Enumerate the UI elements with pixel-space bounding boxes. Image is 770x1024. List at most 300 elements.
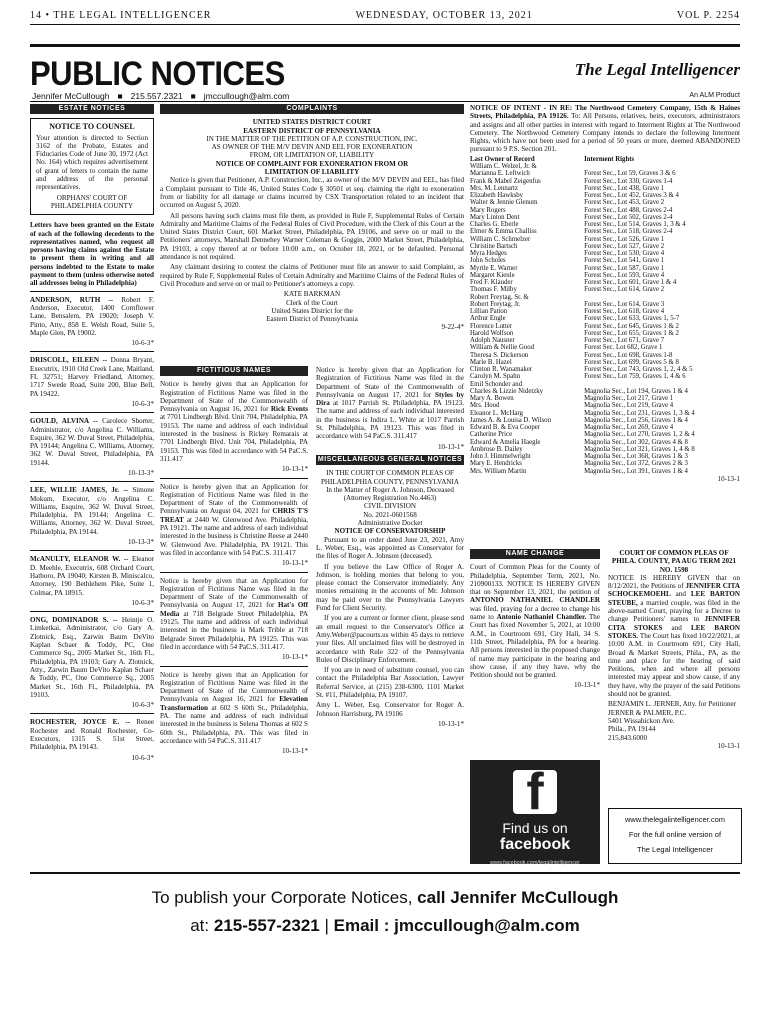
box-footer: ORPHANS' COURT OF PHILADELPHIA COUNTY	[50, 193, 134, 210]
owner-cell: Charles G. Eberle	[470, 221, 519, 229]
owner-cell: Catherine Price	[470, 431, 513, 439]
footer-line-1	[30, 888, 740, 908]
owner-cell: William C. Schmelzer	[470, 235, 531, 243]
notice-tail: 10-6-3*	[131, 399, 154, 408]
contact-name: Jennifer McCullough	[32, 91, 110, 101]
estate-notice	[30, 616, 154, 709]
rights-cell: Forest Sec., Lot 614, Grave 3	[584, 300, 665, 308]
notice-tail: 10-13-3*	[127, 538, 154, 547]
owner-cell: Robert Freytag, Jr.	[470, 300, 521, 308]
attorney-line: BENJAMIN L. JERNER, Atty. for Petitioner	[608, 700, 737, 709]
issue-date: WEDNESDAY, OCTOBER 13, 2021	[355, 10, 533, 21]
rights-cell: Forest Sec., Lot 541, Grave 1	[584, 257, 665, 265]
business-name: Rick Events	[270, 405, 308, 414]
heading-line: No. 2021-0601568	[363, 510, 417, 519]
footer-separator: |	[324, 916, 329, 935]
complaints-section	[160, 104, 464, 332]
estate-list	[30, 296, 154, 762]
misc-paragraph: If you are a current or former client, please send an email request to the Conservator's Office at Amy.Weber@pacourts.us within 45 days to retrieve your files. All unclaimed files will be destroyed in accordance with Rule 322 of the Pennsylvania Rules of Disciplinary Enforcement.	[316, 614, 464, 664]
owner-cell: Robert Freytag, Sr. &	[470, 293, 529, 301]
divider	[30, 291, 154, 292]
footer-text: To publish your Corporate Notices,	[151, 888, 413, 907]
owner-cell: Myra Hedges	[470, 250, 507, 258]
alm-product-label: An ALM Product	[689, 92, 740, 99]
owner-cell: Emil Schonder and	[470, 380, 523, 388]
petitioner-name: JENNIFER CITA SCHOCKEMOEHL	[608, 582, 740, 599]
estate-intro: Letters have been granted on the Estate of each of the following decedents to the representatives named, who request all persons having claims against the Estate to present them in writing and all persons indebted to the Estate to make payment to them (unless otherwise noted all addresses being in Philadelphia)	[30, 221, 154, 288]
online-text: For the full online version of	[628, 830, 722, 839]
table-row	[470, 243, 740, 250]
fictitious-notice	[160, 577, 308, 662]
notice-text: at 1017 Parrish St. Philadelphia, PA 19123. The name and address of each individual interested in the business is Indira L. White at 1017 Parrish St. Philadelphia, PA 19123. This was filed in accordance with 54 PaC.S. 311.417	[316, 399, 464, 441]
divider	[30, 351, 154, 352]
owner-cell: Harold Wolfson	[470, 329, 514, 337]
table-row	[470, 439, 740, 446]
notice-body	[160, 483, 308, 558]
owner-cell: Florence Lutter	[470, 322, 513, 330]
table-row	[470, 373, 740, 380]
table-row	[470, 221, 740, 228]
footer-contact: call Jennifer McCullough	[417, 888, 619, 907]
table-row	[470, 279, 740, 286]
fictitious-notice	[160, 671, 308, 756]
section-header: NAME CHANGE	[470, 549, 600, 559]
rights-cell: Forest Sec., Lot 453, Grave 2	[584, 199, 665, 207]
rights-cell: Forest Sec., Lot 759, Graves 1, 4 & 6	[584, 373, 686, 381]
owner-cell: James A. & Louisa D. Wilson	[470, 416, 551, 424]
rights-cell: Forest Sec., Lot 614, Grave 2	[584, 286, 665, 294]
rights-cell: Magnolia Sec., Lot 256, Graves 1 & 4	[584, 416, 688, 424]
table-row	[470, 286, 740, 293]
rights-cell: Forest Sec. Lot 682, Grave 1	[584, 344, 663, 352]
notice-tail: 10-13-1*	[281, 465, 308, 474]
table-row	[470, 192, 740, 199]
owner-cell: Theresa S. Dickerson	[470, 351, 529, 359]
owner-cell: Mary Rogers	[470, 206, 506, 214]
owner-cell: Frank & Mabel Zeigenfus	[470, 177, 541, 185]
court-heading: COURT OF COMMON PLEAS OF PHILA. COUNTY, PA AUG TERM 2021 NO. 1598	[611, 549, 737, 574]
footer-text: at:	[190, 916, 210, 935]
section-header: COMPLAINTS	[160, 104, 464, 114]
complaint-paragraph: Any claimant desiring to contest the claims of Petitioner must file an answer to said Complaint, as required by Rule F, Supplemental Rules of Certain Admiralty and Maritime Claims of the Federal Rules of Civil Procedure and serve on or mail to Petitioner's attorneys a copy.	[160, 263, 464, 288]
owner-cell: Adolph Nausner	[470, 337, 515, 345]
notice-tail: 10-13-1*	[573, 681, 600, 690]
fictitious-names-column	[160, 366, 308, 759]
rights-cell: Forest Sec., Lot 645, Graves 1 & 2	[584, 322, 679, 330]
notice-text: at 7701 Lindbergh Blvd. Unit 704, Philadelphia, PA 19153. The name and address of each individual interested in the business is Rickey Remarais at 7701 Lindbergh Blvd. Unit 704, Philadelphia, PA 19153. This was filed in accordance with 54 PaC.S. 311.417	[160, 413, 308, 463]
table-row	[470, 337, 740, 344]
divider	[160, 666, 308, 667]
estate-notice	[30, 555, 154, 607]
rights-cell: Forest Sec., Lot 452, Graves 3 & 4	[584, 192, 679, 200]
owner-cell: Ambrose B. Dailey	[470, 445, 523, 453]
name-change-column-right	[608, 549, 740, 750]
notice-text: at 2440 W. Glenwood Ave. Philadelphia, PA 19121. The name and address of each individual interested in the business is Christine Reese at 2440 W. Glenwood Ave. Philadelphia, PA 19121. This was filed in accordance with 54 PaC.S. 311.417	[160, 515, 308, 557]
decedent-name: ANDERSON, RUTH --	[30, 295, 114, 304]
notice-tail: 10-13-1*	[281, 747, 308, 756]
heading-line: EASTERN DISTRICT OF PENNSYLVANIA	[243, 126, 381, 135]
heading-line: CIVIL DIVISION	[364, 502, 416, 511]
complaint-signature	[160, 290, 464, 323]
notice-tail: 10-6-3*	[131, 598, 154, 607]
notice-tail: 10-6-3*	[131, 339, 154, 348]
owner-cell: Lillian Patton	[470, 308, 508, 316]
rights-cell	[584, 381, 740, 388]
page-label: 14 • THE LEGAL INTELLIGENCER	[30, 10, 212, 21]
notice-of-intent	[470, 104, 740, 483]
owner-cell: Myrtle E. Warner	[470, 264, 518, 272]
rights-cell: Magnolia Sec., Lot 321, Graves 1, 4 & 8	[584, 445, 695, 453]
owner-cell: Mary A. Bowen	[470, 395, 514, 403]
table-row	[470, 352, 740, 359]
estate-notice	[30, 296, 154, 348]
table-row	[470, 301, 740, 308]
bullet-icon: ■	[117, 91, 123, 101]
misc-paragraph: If you are in need of substitute counsel, you can contact the Philadelphia Bar Association, Lawyer Referral Service, at (215) 238-6300, 1101 Market St. #11, Philadelphia, PA 19107.	[316, 666, 464, 699]
divider	[30, 550, 154, 551]
table-row	[470, 381, 740, 388]
decedent-name: DRISCOLL, EILEEN --	[30, 356, 108, 365]
table-row	[470, 388, 740, 395]
heading-line: In the Matter of Roger A. Johnson, Deceased	[326, 485, 454, 494]
interment-table	[470, 156, 740, 475]
estate-notice	[30, 356, 154, 408]
heading-line: LIMITATION OF LIABILITY	[264, 168, 360, 177]
estate-text	[30, 486, 154, 536]
rights-cell: Magnolia Sec., Lot 270, Graves 1, 2 & 4	[584, 431, 695, 439]
facebook-cta: Find us on	[502, 820, 568, 836]
table-row	[470, 453, 740, 460]
heading-line: IN THE COURT OF COMMON PLEAS OF PHILADELPHIA COUNTY, PENNSYLVANIA	[320, 469, 459, 486]
rights-cell	[584, 163, 740, 170]
notice-tail: 10-13-1*	[281, 653, 308, 662]
section-header: FICTITIOUS NAMES	[160, 366, 308, 376]
rights-cell: Forest Sec., Lot 743, Graves 1, 2, 4 & 5	[584, 366, 693, 374]
signature-line: Eastern District of Pennsylvania	[266, 315, 358, 324]
owner-cell: William & Nellie Good	[470, 344, 535, 352]
rights-cell: Forest Sec., Lot 601, Grave 1 & 4	[584, 279, 677, 287]
attorney-block	[608, 700, 740, 741]
rights-cell: Forest Sec., Lot 488, Graves 2-4	[584, 206, 673, 214]
table-row	[470, 446, 740, 453]
rights-cell: Forest Sec., Lot 438, Grave 1	[584, 184, 665, 192]
owner-cell: Clinton R. Wanamaker	[470, 366, 533, 374]
heading-line: FROM, OR LIMITATION OF, LIABILITY	[249, 151, 375, 160]
owner-cell: Charles & Lizzie Nidetzky	[470, 387, 544, 395]
notice-tail: 9-22-4*	[441, 323, 464, 332]
petitioner-name: ANTONIO NATHANIEL CHANDLER	[470, 596, 600, 605]
table-row	[470, 257, 740, 264]
website-url[interactable]: www.thelegalintelligencer.com	[624, 815, 726, 824]
rights-cell: Forest Sec., Lot 593, Grave 4	[584, 271, 665, 279]
owner-cell: Mary Linton Dent	[470, 213, 520, 221]
table-row	[470, 395, 740, 402]
table-row	[470, 207, 740, 214]
decedent-name: ROCHESTER, JOYCE E. --	[30, 718, 131, 727]
table-row	[470, 460, 740, 467]
rights-cell: Forest Sec., Lot 699, Graves 5 & 8	[584, 358, 679, 366]
table-row	[470, 410, 740, 417]
rights-cell: Forest Sec., Lot 514, Graves 1, 3 & 4	[584, 221, 686, 229]
rights-cell: Forest Sec., Lot 587, Grave 1	[584, 264, 665, 272]
business-name: Styles by Dira	[316, 390, 464, 408]
publication-logo: The Legal Intelligencer	[574, 60, 740, 79]
heading-line: Administrative Docket	[357, 519, 423, 528]
owner-cell: Christine Bartsch	[470, 242, 518, 250]
table-row	[470, 315, 740, 322]
section-header: ESTATE NOTICES	[30, 104, 154, 114]
owner-cell: Elizabeth Hawksby	[470, 192, 524, 200]
estate-details: Donna Bryant, Executrix, 1910 Old Creek Lane, Maitland, FL 32751; Harvey Friedland, Attorney, 1717 Swede Road, Suite 200, Blue Bell, PA 19422.	[30, 356, 154, 398]
divider	[160, 572, 308, 573]
rights-cell	[584, 294, 740, 301]
owner-cell: Mrs. M. Lennartz	[470, 184, 518, 192]
notice-text: a married couple, was filed in the above-named Court, praying for a Decree to change Petitioners' names to	[608, 598, 740, 624]
rights-cell: Forest Sec., Lot 633, Graves 1, 5-7	[584, 315, 680, 323]
notice-body	[160, 577, 308, 652]
intent-lead: NOTICE OF INTENT - IN RE: The Northwood Cemetery Company, 15th & Haines Streets, Philadelphia, PA 19126.	[470, 104, 740, 121]
contact-email[interactable]: jmccullough@alm.com	[203, 91, 290, 101]
table-row	[470, 272, 740, 279]
complaint-paragraph: All persons having such claims must file them, as provided in Rule F, Supplemental Rules of Certain Admiralty and Maritime Claims of the Federal Rules of Civil Procedure, with the Clerk of this Court at the United States District Court, 601 Market Street, Philadelphia, PA 19106, and serve on or mail to the Petitioners' attorneys, Marshall Dennehey Warner Coleman & Goggin, 2000 Market Street, Philadelphia, PA 19103, a copy thereof at or before 10:00 a.m., on October 18, 2021, or be defaulted. Personal attendance is not required.	[160, 211, 464, 262]
fictitious-notice	[160, 483, 308, 568]
owner-cell: Marie B. Hazel	[470, 358, 512, 366]
owner-cell: Fred F. Klauder	[470, 279, 513, 287]
table-row	[470, 402, 740, 409]
new-name: LEE BARON STOKES.	[608, 623, 741, 640]
banner-rule	[30, 44, 740, 47]
misc-heading	[316, 469, 464, 527]
owner-cell: Mrs. William Martin	[470, 467, 527, 475]
estate-text	[30, 417, 154, 467]
table-row	[470, 330, 740, 337]
owner-cell: Mrs. Hood	[470, 402, 500, 410]
notice-text: at 718 Belgrade Street Philadelphia, PA 19125. The name and address of each individual interested in the business is Mark Trible at 718 Belgrade Street Philadelphia, PA 19125. This was filed in accordance with 54 PaC.S. 311.417.	[160, 609, 308, 651]
rights-cell: Forest Sec., Lot 530, Grave 4	[584, 250, 665, 258]
table-row	[470, 344, 740, 351]
decedent-name: LEE, WILLIE JAMES, Jr. --	[30, 486, 129, 495]
notice-text: The Court has fixed November 5, 2021, at 10:00 A.M., in Courtroom 691, City Hall, 34 S. 11th Street, Philadelphia, PA for a hearing. All persons interested in the proposed change of name may participate in the hearing and show cause, if any they have, why the Petition should not be granted.	[470, 613, 600, 680]
owner-cell: Carolyn M. Spahn	[470, 373, 521, 381]
rights-cell: Forest Sec., Lot 618, Grave 4	[584, 308, 665, 316]
business-name: Elevation Transformation	[160, 695, 308, 712]
estate-details: Carolece Shorter, Administrator, c/o Angelina C. Williams, Esquire, 362 W. Duval Street, Philadelphia, PA 19144; Angelina C. Williams, Attorney, 362 W. Duval Street, Philadelphia, PA 19144.	[30, 417, 154, 467]
footer-line-2	[30, 916, 740, 936]
fictitious-notice	[316, 366, 464, 451]
rights-cell: Forest Sec., Lot 518, Graves 2-4	[584, 228, 673, 236]
notice-to-counsel-box	[30, 118, 154, 215]
notice-tail: 10-6-3*	[131, 753, 154, 762]
owner-cell: Elmer & Emma Challiss	[470, 228, 537, 236]
table-row	[470, 417, 740, 424]
notice-tail: 10-13-3*	[127, 468, 154, 477]
estate-details: Heintje O. Limketkai, Administrator, c/o Gary A. Zlotnick, Esq., Zarwin Baum DeVito Kaplan Schaer & Toddy, PC, One Commerce Sq., 2005 Market St., 16th Fl., Philadelphia, PA 19103; Gary A. Zlotnick, Atty., Zarwin Baum DeVito Kaplan Schaer & Toddy, PC, One Commerce Sq., 2005 Market St., 16th Fl., Philadelphia, PA 19103.	[30, 616, 154, 699]
heading-line: (Attorney Registration No.4463)	[343, 494, 437, 503]
heading-line: NOTICE OF COMPLAINT FOR EXONERATION FROM OR	[215, 159, 409, 168]
owner-cell: Edward B. & Eva Cooper	[470, 424, 541, 432]
footer-text: Email :	[333, 916, 390, 935]
notice-text: Court of Common Pleas for the County of Philadelphia, September Term, 2021, No. 210900133. NOTICE IS HEREBY GIVEN that on September 13, 2021, the petition of	[470, 563, 600, 597]
page-title: PUBLIC NOTICES	[30, 54, 285, 93]
owner-cell: Eleanor L. McHarg	[470, 409, 523, 417]
footer-email[interactable]: jmccullough@alm.com	[394, 916, 580, 935]
heading-line: AS OWNER OF THE M/V DEVIN AND EEL FOR EXONERATION	[211, 143, 413, 152]
footer-phone[interactable]: 215-557-2321	[213, 916, 320, 935]
contact-phone: 215.557.2321	[130, 91, 183, 101]
estate-text	[30, 616, 154, 699]
owner-cell: William C. Welzel, Jr. &	[470, 163, 537, 171]
rights-cell: Forest Sec., Lot 527, Grave 2	[584, 242, 665, 250]
table-row	[470, 468, 740, 475]
attorney-line: 5401 Wissahickon Ave.	[608, 716, 675, 725]
new-name: Antonio Nathaniel Chandler.	[496, 613, 587, 622]
table-row	[470, 163, 740, 170]
signature-line: Clerk of the Court	[286, 298, 338, 307]
bullet-icon: ■	[190, 91, 196, 101]
petitioner-name: LEE BARTON STEUBE,	[608, 590, 740, 607]
estate-notice	[30, 718, 154, 761]
notice-text: Notice is hereby given that an Application for Registration of Fictitious Name was filed in the Department of State of the Commonwealth of Pennsylvania on August 17, 2021 for	[160, 576, 308, 610]
notice-body	[160, 380, 308, 463]
attorney-line: Phila., PA 19144	[608, 725, 656, 734]
table-row	[470, 431, 740, 438]
estate-notices-column	[30, 104, 154, 766]
owner-cell: Marianna E. Leftwich	[470, 170, 530, 178]
rights-cell: Magnolia Sec., Lot 194, Graves 1 & 4	[584, 387, 688, 395]
estate-details: Eleanor D. Meehle, Executrix, 608 Orchard Court, Hatboro, PA 19040; Kirsten B. Miniscalco, Attorney, 190 Bethlehem Pike, Suite 1, Colmar, PA 18915.	[30, 555, 155, 597]
facebook-url[interactable]: www.facebook.com/legalintelligencer	[490, 860, 580, 866]
running-head	[30, 10, 740, 21]
notice-text: was filed, praying for a decree to change his name to	[470, 604, 600, 622]
estate-details: Renee Rochester and Ronald Rochester, Co-Executors, 1315 S. 51st Street, Philadelphia, PA 19143.	[30, 718, 154, 752]
owner-cell: Thomas F. Milby	[470, 286, 517, 294]
business-name: CHRIS T'S TREAT	[160, 507, 308, 524]
table-row	[470, 228, 740, 235]
signature-line: United States District for the	[271, 306, 353, 315]
rights-cell: Magnolia Sec., Lot 372, Graves 2 & 3	[584, 460, 688, 468]
divider	[30, 481, 154, 482]
decedent-name: McANULTY, ELEANOR W. --	[30, 555, 129, 564]
rights-cell: Magnolia Sec., Lot 217, Grave 1	[584, 395, 674, 403]
owner-cell: John Scholes	[470, 257, 506, 265]
notice-tail: 10-13-1*	[437, 719, 464, 728]
table-row	[470, 323, 740, 330]
heading-line: UNITED STATES DISTRICT COURT	[252, 118, 372, 127]
new-name: JENNIFER CITA STOKES	[608, 615, 740, 632]
rights-cell: Magnolia Sec., Lot 391, Graves 1 & 4	[584, 467, 688, 475]
table-row	[470, 308, 740, 315]
misc-signature: Amy L. Weber, Esq. Conservator for Roger A. Johnson Harrisburg, PA 19106	[316, 701, 464, 718]
estate-text	[30, 356, 154, 397]
notice-text: Notice is hereby given that an Application for Registration of Fictitious Name was filed in the Department of State of the Commonwealth of Pennsylvania on August 17, 2021 for	[316, 366, 464, 399]
rights-cell: Forest Sec., Lot 671, Grave 7	[584, 337, 665, 345]
notice-text: and	[671, 623, 682, 632]
rights-cell: Forest Sec., Lot 59, Graves 3 & 6	[584, 170, 676, 178]
owner-cell: John J. Himmelwright	[470, 453, 531, 461]
estate-details: Robert F. Anderson, Executor, 1400 Cornflower Lane, Bensalem, PA 19020; Joseph V. Pinto, Atty., 858 E. Welsh Road, Suite 5, Maple Glen, PA 19002.	[30, 295, 154, 337]
box-text: Your attention is directed to Section 3162 of the Probate, Estates and Fiduciaries Code of June 30, 1972 (Act No. 164) which requires advertisement of grant of letters to contain the name and address of the personal representatives.	[36, 133, 148, 192]
online-version-box[interactable]	[608, 808, 742, 864]
table-row	[470, 170, 740, 177]
fictitious-notice	[160, 380, 308, 473]
facebook-icon: f	[513, 770, 557, 814]
notice-tail: 10-13-1	[717, 474, 740, 483]
table-row	[470, 359, 740, 366]
facebook-wordmark: facebook	[499, 836, 571, 853]
rights-cell: Forest Sec., Lot 502, Graves 2-4	[584, 213, 673, 221]
section-header: MISCELLANEOUS GENERAL NOTICES	[316, 455, 464, 465]
misc-paragraph: Pursuant to an order dated June 23, 2021, Amy L. Weber, Esq., was appointed as Conservator for the files of Roger A. Johnson (deceased).	[316, 535, 464, 561]
estate-text	[30, 296, 154, 337]
footer-rule	[30, 872, 740, 874]
notice-text: Notice is hereby given that an Application for Registration of Fictitious Name was filed in the Department of State of the Commonwealth of Pennsylvania on August 16, 2021 for	[160, 380, 308, 414]
rights-cell: Magnolia Sec., Lot 231, Graves 1, 3 & 4	[584, 409, 695, 417]
fictitious-list	[160, 380, 308, 755]
table-row	[470, 424, 740, 431]
notice-tail: 10-13-1*	[281, 559, 308, 568]
owner-cell: Edward & Amelia Haegle	[470, 438, 541, 446]
online-text: The Legal Intelligencer	[637, 845, 713, 854]
rights-cell: Magnolia Sec., Lot 269, Grave 4	[584, 424, 674, 432]
table-row	[470, 250, 740, 257]
complaint-paragraph: Notice is given that Petitioner, A.P. Construction, Inc., as owner of the M/V DEVIN and EEL, has filed a Complaint pursuant to Title 46, United States Code § 30501 et seq. claiming the right to exoneration from or liability for all damage or claims incurred by CSX Transportation related to an incident that occurred on August 5, 2020.	[160, 176, 464, 210]
attorney-line: JERNER & PALMER, P.C.	[608, 708, 687, 717]
misc-paragraph: If you believe the Law Office of Roger A. Johnson, is holding monies that belong to you, please contact the Conservator immediately. Any monies remaining in the accounts of Mr. Johnson may be paid over to the Pennsylvania Lawyers Fund for Client Security.	[316, 562, 464, 613]
notice-text: at 602 S 60th St., Philadelphia, PA. The name and address of each individual interested in the business is Selena Thomas at 602 S 60th St., Philadelphia, PA. This was filed in accordance with 54 PaC.S. 311.417	[160, 703, 308, 745]
name-change-column	[470, 549, 600, 690]
notice-body	[160, 671, 308, 746]
table-row	[470, 214, 740, 221]
top-rule	[30, 24, 740, 25]
estate-text	[30, 555, 154, 596]
signature-line: KATE BARKMAN	[283, 290, 341, 299]
divider	[30, 412, 154, 413]
owner-cell: Margaret Kienle	[470, 271, 515, 279]
rights-cell: Forest Sec., Lot 330, Graves 1-4	[584, 177, 673, 185]
estate-notice	[30, 486, 154, 546]
rights-cell: Magnolia Sec., Lot 368, Graves 1 & 3	[584, 453, 688, 461]
notice-text: The Court has fixed 10/22/2021, at 10:00 A.M. in Courtroom 691, City Hall, Broad & Market Streets, Phila., PA, as the time and place for the hearing of said Petitions, when and where all persons interested may appear and show cause, if any they have, why the prayer of the said Petitions should not be granted.	[608, 631, 740, 699]
owner-cell: Arthur Engle	[470, 315, 506, 323]
heading-line: IN THE MATTER OF THE PETITION OF A.P. CONSTRUCTION, INC.	[206, 134, 418, 143]
estate-notice	[30, 417, 154, 477]
table-row	[470, 294, 740, 301]
attorney-line: 215.843.6000	[608, 733, 648, 742]
banner-bottom-rule	[30, 101, 740, 102]
notice-text: and	[675, 590, 686, 599]
notice-text: NOTICE IS HEREBY GIVEN that on 8/12/2021, the Petitions of	[608, 573, 740, 591]
notice-text: Notice is hereby given that an Application for Registration of Fictitious Name was filed in the Department of State of the Commonwealth of Pennsylvania on August 16, 2021 for	[160, 670, 308, 704]
rights-cell: Forest Sec., Lot 655, Graves 1 & 2	[584, 329, 679, 337]
owner-cell: Walter & Jennie Glenum	[470, 199, 538, 207]
estate-text	[30, 718, 154, 751]
decedent-name: ONG, DOMINADOR S. --	[30, 616, 118, 625]
owner-cell: Mary E. Hendricks	[470, 460, 522, 468]
intent-text: To: All Persons, relatives, heirs, executors, administrators and assigns and all other parties in interest with regard to Interment Rights at The Northwood Cemetery. The Northwood Cemetery Company intends to declare the following Interment Rights, which have not been used for a period of 50 years or more, deemed ABANDONED pursuant to 9 P.S. Section 201.	[470, 112, 740, 154]
table-row	[470, 178, 740, 185]
table-row	[470, 366, 740, 373]
business-name: Hat's Off Media	[160, 601, 308, 618]
misc-column	[316, 366, 464, 728]
column-header: Interment Rights	[584, 155, 635, 163]
notice-text: Notice is hereby given that an Application for Registration of Fictitious Name was filed in the Department of State of the Commonwealth of Pennsylvania on August 04, 2021 for	[160, 482, 308, 516]
notice-tail: 10-13-1	[717, 741, 740, 750]
table-row	[470, 236, 740, 243]
facebook-ad[interactable]	[470, 760, 600, 864]
table-row	[470, 265, 740, 272]
rights-cell: Forest Sec., Lot 698, Graves 1-8	[584, 351, 673, 359]
volume-label: VOL P. 2254	[676, 10, 740, 21]
